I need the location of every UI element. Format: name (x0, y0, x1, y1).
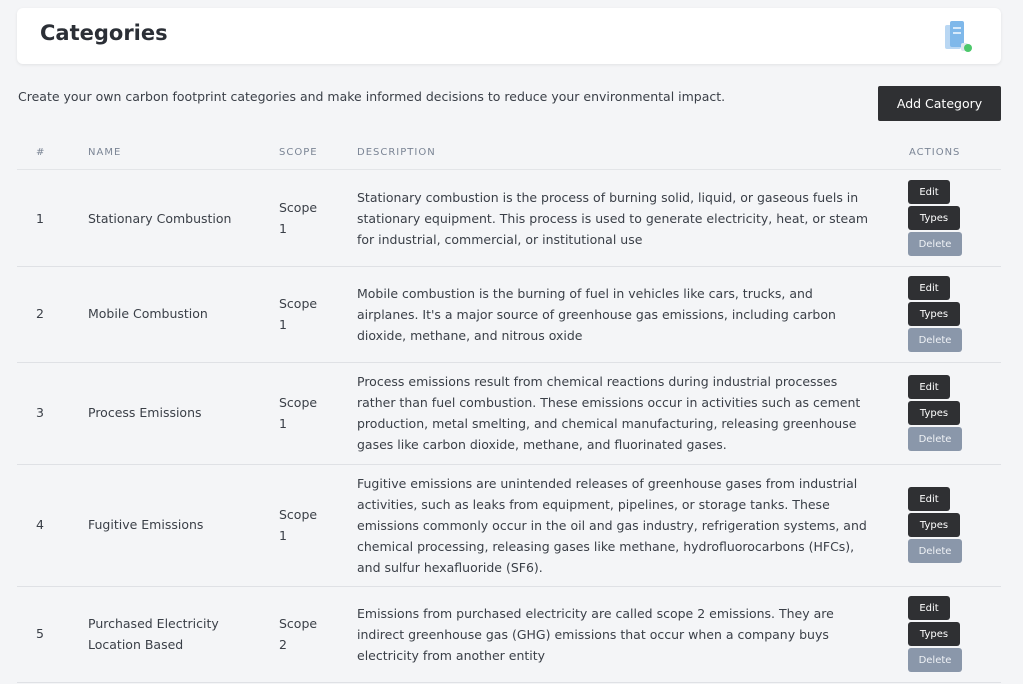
add-category-button[interactable]: Add Category (878, 86, 1001, 121)
delete-button[interactable]: Delete (908, 328, 962, 352)
row-scope: Scope 1 (279, 507, 318, 543)
column-header-name: NAME (88, 147, 122, 158)
delete-button[interactable]: Delete (908, 427, 962, 451)
edit-button[interactable]: Edit (908, 596, 950, 620)
edit-button[interactable]: Edit (908, 487, 950, 511)
row-description: Fugitive emissions are unintended releases of greenhouse gases from industrial activities, such as leaks from equipment, pipelines, or storage tanks. These emissions commonly occur in the oil and gas industry, refrigeration systems, and chemical processing, releasing gases like methane, hydrofluorocarbons (HFCs), and sulfur hexafluoride (SF6). (357, 476, 867, 575)
delete-button[interactable]: Delete (908, 539, 962, 563)
row-name: Fugitive Emissions (88, 517, 204, 532)
types-button[interactable]: Types (908, 513, 960, 537)
delete-button[interactable]: Delete (908, 232, 962, 256)
row-scope: Scope 1 (279, 200, 318, 236)
delete-button[interactable]: Delete (908, 648, 962, 672)
table-row (17, 465, 1001, 587)
row-description: Stationary combustion is the process of burning solid, liquid, or gaseous fuels in stationary equipment. This process is used to generate electricity, heat, or steam for industrial, commercial, or institutional use (357, 190, 869, 247)
table-row (17, 587, 1001, 683)
row-number: 2 (36, 306, 44, 321)
column-header-num: # (36, 147, 46, 158)
row-description: Mobile combustion is the burning of fuel in vehicles like cars, trucks, and airplanes. It's a major source of greenhouse gas emissions, including carbon dioxide, methane, and nitrous oxide (357, 286, 836, 343)
row-description: Process emissions result from chemical reactions during industrial processes rather than fuel combustion. These emissions occur in activities such as cement production, metal smelting, and chemical manufacturing, releasing greenhouse gases like carbon dioxide, methane, and fluorinated gases. (357, 374, 861, 452)
column-header-scope: SCOPE (279, 147, 318, 158)
row-number: 5 (36, 626, 44, 641)
intro-text: Create your own carbon footprint categories and make informed decisions to reduce your environmental impact. (18, 89, 726, 104)
edit-button[interactable]: Edit (908, 276, 950, 300)
edit-button[interactable]: Edit (908, 375, 950, 399)
row-name: Process Emissions (88, 405, 202, 420)
table-row (17, 267, 1001, 363)
row-scope: Scope 1 (279, 296, 318, 332)
page-header (17, 8, 1001, 64)
types-button[interactable]: Types (908, 622, 960, 646)
row-description: Emissions from purchased electricity are called scope 2 emissions. They are indirect greenhouse gas (GHG) emissions that occur when a company buys electricity from another entity (357, 606, 834, 663)
types-button[interactable]: Types (908, 302, 960, 326)
row-scope: Scope 2 (279, 616, 318, 652)
row-number: 3 (36, 405, 44, 420)
table-row (17, 171, 1001, 267)
document-leaf-icon (941, 19, 973, 53)
table-row (17, 363, 1001, 465)
column-header-actions: ACTIONS (909, 147, 961, 158)
row-number: 1 (36, 211, 44, 226)
row-name: Stationary Combustion (88, 211, 232, 226)
row-scope: Scope 1 (279, 395, 318, 431)
row-name: Mobile Combustion (88, 306, 208, 321)
types-button[interactable]: Types (908, 401, 960, 425)
page-title: Categories (40, 21, 168, 45)
row-number: 4 (36, 517, 44, 532)
types-button[interactable]: Types (908, 206, 960, 230)
edit-button[interactable]: Edit (908, 180, 950, 204)
row-name: Purchased Electricity Location Based (88, 616, 219, 652)
column-header-description: DESCRIPTION (357, 147, 436, 158)
table-header (17, 140, 1001, 170)
